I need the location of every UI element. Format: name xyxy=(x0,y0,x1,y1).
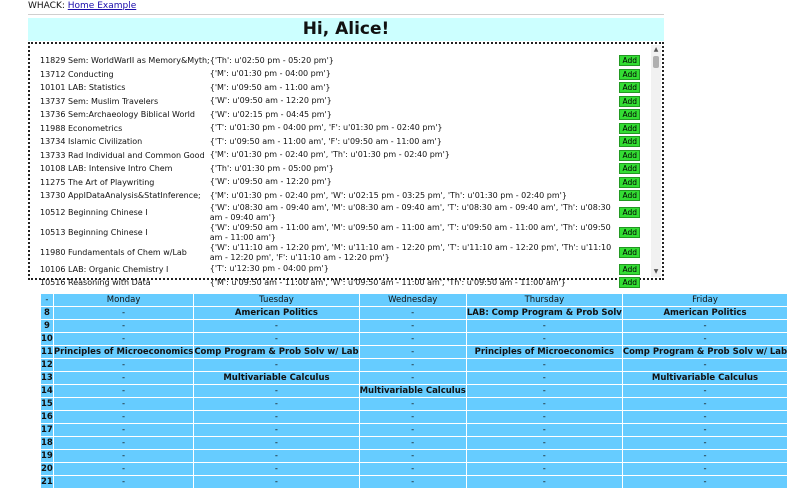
schedule-empty-cell: - xyxy=(467,398,622,410)
schedule-empty-cell: - xyxy=(194,320,358,332)
schedule-empty-cell: - xyxy=(54,320,193,332)
course-row xyxy=(40,162,640,176)
add-course-button[interactable]: Add xyxy=(619,55,640,66)
course-title: Beginning Chinese I xyxy=(68,208,148,217)
course-name xyxy=(40,95,210,109)
course-name xyxy=(40,243,210,263)
schedule-empty-cell: - xyxy=(54,385,193,397)
schedule-empty-cell: - xyxy=(467,437,622,449)
course-times: {'W': u'09:50 am - 12:20 pm'} xyxy=(209,96,332,106)
schedule-empty-cell: - xyxy=(623,463,787,475)
course-title: LAB: Organic Chemistry I xyxy=(68,264,169,274)
schedule-empty-cell: - xyxy=(360,307,466,319)
course-table xyxy=(40,54,640,290)
schedule-empty-cell: - xyxy=(194,424,358,436)
schedule-empty-cell: - xyxy=(360,411,466,423)
schedule-empty-cell: - xyxy=(54,424,193,436)
schedule-empty-cell: - xyxy=(194,476,358,488)
schedule-row xyxy=(41,372,787,384)
add-course-button[interactable]: Add xyxy=(619,177,640,188)
course-title: LAB: Statistics xyxy=(68,83,126,93)
course-name xyxy=(40,203,210,223)
course-id: 11829 xyxy=(40,56,66,66)
schedule-row xyxy=(41,320,787,332)
course-name xyxy=(40,223,210,243)
course-times: {'M': u'01:30 pm - 02:40 pm', 'Th': u'01:30 pm - 02:40 pm'} xyxy=(209,150,450,160)
schedule-class-cell: Comp Program & Prob Solv w/ Lab xyxy=(622,347,788,357)
schedule-empty-cell: - xyxy=(54,333,193,345)
course-id: 11988 xyxy=(40,123,66,133)
schedule-empty-cell: - xyxy=(54,476,193,488)
schedule-row xyxy=(41,385,787,397)
course-row xyxy=(40,263,640,277)
schedule-empty-cell: - xyxy=(623,398,787,410)
hour-label: 11 xyxy=(41,347,53,357)
hour-label: 17 xyxy=(41,425,53,435)
course-id: 11275 xyxy=(40,177,66,187)
course-name xyxy=(40,68,210,82)
course-times: {'W': u'09:50 am - 11:00 am', 'M': u'09:50 am - 11:00 am', 'T': u'09:50 am - 11:00 am', 'Th': u'09:50 am - 11:00 am'} xyxy=(209,222,611,242)
schedule-empty-cell: - xyxy=(467,463,622,475)
schedule-empty-cell: - xyxy=(360,437,466,449)
hour-label: 15 xyxy=(41,399,53,409)
course-times: {'W': u'09:50 am - 12:20 pm'} xyxy=(209,177,332,187)
hour-label: 8 xyxy=(41,307,53,319)
schedule-empty-cell: - xyxy=(360,463,466,475)
schedule-row xyxy=(41,333,787,345)
schedule-row xyxy=(41,307,787,319)
add-course-button[interactable]: Add xyxy=(619,96,640,107)
schedule-empty-cell: - xyxy=(360,333,466,345)
schedule-row xyxy=(41,346,787,358)
schedule-row xyxy=(41,476,787,488)
schedule-empty-cell: - xyxy=(623,385,787,397)
schedule-class-cell: Comp Program & Prob Solv w/ Lab xyxy=(194,347,359,357)
day-header: Friday xyxy=(623,294,787,306)
course-row xyxy=(40,108,640,122)
schedule-empty-cell: - xyxy=(360,320,466,332)
schedule-class-cell: Principles of Microeconomics xyxy=(53,347,194,357)
course-row xyxy=(40,189,640,203)
course-id: 10106 xyxy=(40,264,66,274)
add-course-button[interactable]: Add xyxy=(619,136,640,147)
day-header: Wednesday xyxy=(360,294,466,306)
add-course-button[interactable]: Add xyxy=(619,150,640,161)
course-id: 13712 xyxy=(40,69,66,79)
add-course-button[interactable]: Add xyxy=(619,190,640,201)
schedule-class-cell: Principles of Microeconomics xyxy=(467,346,622,358)
schedule-empty-cell: - xyxy=(360,398,466,410)
schedule-row xyxy=(41,411,787,423)
course-row xyxy=(40,276,640,290)
course-row xyxy=(40,203,640,223)
course-id: 13737 xyxy=(40,96,66,106)
course-title: Sem: WorldWarII as Memory&Myth; xyxy=(68,56,210,66)
add-course-button[interactable]: Add xyxy=(619,247,640,258)
schedule-empty-cell: - xyxy=(194,333,358,345)
schedule-empty-cell: - xyxy=(54,437,193,449)
course-times: {'M': u'01:30 pm - 04:00 pm'} xyxy=(209,69,331,79)
hour-label: 12 xyxy=(41,360,53,370)
schedule-empty-cell: - xyxy=(360,346,466,358)
course-title: Sem:Archaeology Biblical World xyxy=(68,110,195,120)
course-title: Fundamentals of Chem w/Lab xyxy=(68,248,187,257)
schedule-empty-cell: - xyxy=(54,463,193,475)
course-times: {'T': u'09:50 am - 11:00 am', 'F': u'09:50 am - 11:00 am'} xyxy=(209,136,442,146)
course-row xyxy=(40,243,640,263)
add-course-button[interactable]: Add xyxy=(619,123,640,134)
add-course-button[interactable]: Add xyxy=(619,277,640,288)
course-id: 13730 xyxy=(40,191,66,201)
course-title: Reasoning with Data xyxy=(68,278,151,288)
hour-label: 18 xyxy=(41,438,53,448)
course-title: ApplDataAnalysis&StatInference; xyxy=(68,191,201,201)
hour-label: 10 xyxy=(41,334,53,344)
course-name xyxy=(40,276,210,290)
schedule-empty-cell: - xyxy=(54,411,193,423)
course-name xyxy=(40,176,210,190)
schedule-corner: - xyxy=(41,294,53,306)
schedule-empty-cell: - xyxy=(194,359,358,371)
schedule-empty-cell: - xyxy=(623,411,787,423)
schedule-empty-cell: - xyxy=(360,476,466,488)
course-id: 13736 xyxy=(40,110,66,120)
day-header: Monday xyxy=(54,294,193,306)
schedule-row xyxy=(41,359,787,371)
course-title: Conducting xyxy=(68,69,114,79)
home-example-link[interactable]: Home Example xyxy=(67,1,137,11)
schedule-class-cell: American Politics xyxy=(194,307,358,319)
course-times: {'W': u'11:10 am - 12:20 pm', 'M': u'11:10 am - 12:20 pm', 'T': u'11:10 am - 12:20 pm', 'Th': u'11:10 am - 12:20 pm', 'F': u'11:10 am - 12:20 pm'} xyxy=(209,242,612,262)
schedule-empty-cell: - xyxy=(54,359,193,371)
schedule-row xyxy=(41,424,787,436)
course-id: 10108 xyxy=(40,164,66,174)
course-name xyxy=(40,189,210,203)
course-name xyxy=(40,149,210,163)
course-times: {'M': u'09:50 am - 11:00 am'} xyxy=(209,82,331,92)
course-title: Econometrics xyxy=(68,123,123,133)
course-name xyxy=(40,54,210,68)
schedule-empty-cell: - xyxy=(194,398,358,410)
day-header: Tuesday xyxy=(194,294,358,306)
schedule-empty-cell: - xyxy=(194,437,358,449)
course-title: Sem: Muslim Travelers xyxy=(68,96,159,106)
schedule-empty-cell: - xyxy=(194,385,358,397)
schedule-empty-cell: - xyxy=(54,307,193,319)
course-name xyxy=(40,108,210,122)
course-times: {'T': u'01:30 pm - 04:00 pm', 'F': u'01:30 pm - 02:40 pm'} xyxy=(209,123,443,133)
course-times: {'W': u'02:15 pm - 04:45 pm'} xyxy=(209,109,332,119)
course-times: {'M': u'01:30 pm - 02:40 pm', 'W': u'02:15 pm - 03:25 pm', 'Th': u'01:30 pm - 02:40 pm'} xyxy=(209,190,567,200)
course-row xyxy=(40,122,640,136)
schedule-empty-cell: - xyxy=(467,424,622,436)
course-name xyxy=(40,263,210,277)
schedule-class-cell: American Politics xyxy=(623,307,787,319)
course-id: 10101 xyxy=(40,83,66,93)
course-times: {'T': u'12:30 pm - 04:00 pm'} xyxy=(209,264,329,274)
hour-label: 13 xyxy=(41,373,53,383)
schedule-empty-cell: - xyxy=(194,411,358,423)
add-course-button[interactable]: Add xyxy=(619,207,640,218)
schedule-empty-cell: - xyxy=(194,463,358,475)
greeting-header: Hi, Alice! xyxy=(28,18,664,41)
nav-bar xyxy=(28,0,136,12)
schedule-empty-cell: - xyxy=(467,450,622,462)
course-title: Beginning Chinese I xyxy=(68,228,148,237)
schedule-row xyxy=(41,450,787,462)
course-id: 13734 xyxy=(40,137,66,147)
course-times: {'Th': u'01:30 pm - 05:00 pm'} xyxy=(209,163,334,173)
add-course-button[interactable]: Add xyxy=(619,227,640,238)
course-list-panel[interactable] xyxy=(28,42,664,288)
schedule-empty-cell: - xyxy=(467,320,622,332)
hour-label: 19 xyxy=(41,451,53,461)
course-name xyxy=(40,135,210,149)
scroll-down-icon[interactable]: ▼ xyxy=(653,268,659,275)
schedule-row xyxy=(41,398,787,410)
course-id: 10512 xyxy=(40,208,66,217)
schedule-row xyxy=(41,463,787,475)
course-title: LAB: Intensive Intro Chem xyxy=(68,164,173,174)
schedule-empty-cell: - xyxy=(360,450,466,462)
add-course-button[interactable]: Add xyxy=(619,82,640,93)
course-row xyxy=(40,149,640,163)
brand-label: WHACK: xyxy=(28,1,65,11)
course-name xyxy=(40,162,210,176)
course-row xyxy=(40,54,640,68)
schedule-empty-cell: - xyxy=(623,320,787,332)
hour-label: 14 xyxy=(41,386,53,396)
schedule-empty-cell: - xyxy=(467,385,622,397)
schedule-empty-cell: - xyxy=(360,359,466,371)
divider xyxy=(28,14,664,15)
course-times: {'Th': u'02:50 pm - 05:20 pm'} xyxy=(209,55,334,65)
add-course-button[interactable]: Add xyxy=(619,109,640,120)
add-course-button[interactable]: Add xyxy=(619,264,640,275)
schedule-class-cell: Multivariable Calculus xyxy=(359,386,466,396)
schedule-empty-cell: - xyxy=(467,372,622,384)
course-id: 11980 xyxy=(40,248,66,257)
course-title: Rad Individual and Common Good xyxy=(68,150,205,160)
schedule-empty-cell: - xyxy=(54,398,193,410)
course-row xyxy=(40,223,640,243)
schedule-empty-cell: - xyxy=(467,359,622,371)
schedule-empty-cell: - xyxy=(467,411,622,423)
course-times: {'W': u'08:30 am - 09:40 am', 'M': u'08:30 am - 09:40 am', 'T': u'08:30 am - 09:40 am', 'Th': u'08:30 am - 09:40 am'} xyxy=(209,202,611,222)
schedule-class-cell: Multivariable Calculus xyxy=(194,372,358,384)
schedule-class-cell: Multivariable Calculus xyxy=(623,372,787,384)
course-name xyxy=(40,122,210,136)
schedule-empty-cell: - xyxy=(54,450,193,462)
schedule-empty-cell: - xyxy=(194,450,358,462)
day-header: Thursday xyxy=(467,294,622,306)
schedule-empty-cell: - xyxy=(360,424,466,436)
hour-label: 21 xyxy=(41,477,53,487)
add-course-button[interactable]: Add xyxy=(619,69,640,80)
schedule-class-cell: LAB: Comp Program & Prob Solv xyxy=(466,308,622,318)
add-course-button[interactable]: Add xyxy=(619,163,640,174)
schedule-empty-cell: - xyxy=(467,476,622,488)
course-name xyxy=(40,81,210,95)
schedule-empty-cell: - xyxy=(623,424,787,436)
course-list-scrollbar[interactable] xyxy=(651,45,661,277)
schedule-empty-cell: - xyxy=(360,372,466,384)
course-row xyxy=(40,135,640,149)
schedule-row xyxy=(41,437,787,449)
schedule-empty-cell: - xyxy=(623,437,787,449)
hour-label: 16 xyxy=(41,412,53,422)
course-id: 13733 xyxy=(40,150,66,160)
weekly-schedule xyxy=(40,293,788,489)
course-row xyxy=(40,68,640,82)
schedule-empty-cell: - xyxy=(54,372,193,384)
schedule-empty-cell: - xyxy=(623,359,787,371)
schedule-empty-cell: - xyxy=(623,333,787,345)
course-times: {'M': u'09:50 am - 11:00 am', 'W': u'09:50 am - 11:00 am', 'Th': u'09:50 am - 11:00 am'} xyxy=(209,277,566,287)
schedule-empty-cell: - xyxy=(623,476,787,488)
course-id: 10513 xyxy=(40,228,66,237)
course-title: Islamic Civilization xyxy=(68,137,143,147)
scroll-thumb[interactable] xyxy=(653,56,659,68)
course-row xyxy=(40,176,640,190)
scroll-up-icon[interactable]: ▲ xyxy=(653,46,659,53)
schedule-empty-cell: - xyxy=(623,450,787,462)
hour-label: 20 xyxy=(41,464,53,474)
course-row xyxy=(40,81,640,95)
course-row xyxy=(40,95,640,109)
course-title: The Art of Playwriting xyxy=(68,177,155,187)
course-id: 10516 xyxy=(40,278,66,288)
hour-label: 9 xyxy=(41,320,53,332)
schedule-empty-cell: - xyxy=(467,333,622,345)
